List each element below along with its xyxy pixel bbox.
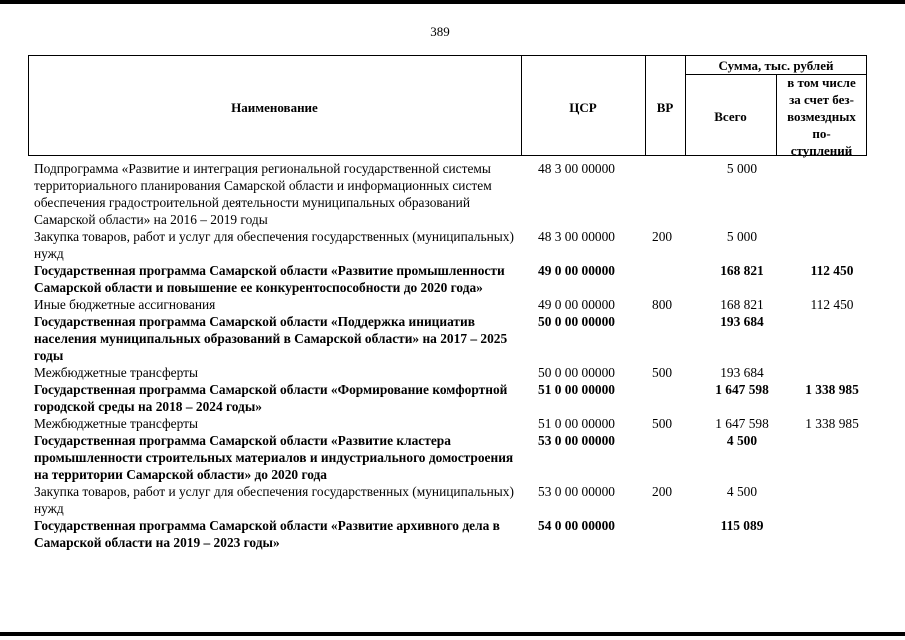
row-csr: 50 0 00 00000 bbox=[538, 314, 615, 329]
row-csr: 48 3 00 00000 bbox=[538, 229, 615, 244]
row-name: Государственная программа Самарской области «Поддержка инициатив населения муниципальных образований в Самарской области» на 2017 – 2025 годы bbox=[34, 314, 508, 363]
table-row bbox=[34, 483, 874, 517]
top-rule bbox=[0, 0, 905, 4]
row-total: 1 647 598 bbox=[715, 382, 769, 397]
row-name: Государственная программа Самарской области «Развитие кластера промышленности строительных материалов и индустриального домостроения на территории Самарской области» до 2020 года bbox=[34, 433, 514, 482]
row-name: Иные бюджетные ассигнования bbox=[34, 297, 216, 312]
row-csr: 54 0 00 00000 bbox=[538, 518, 615, 533]
header-sum-group: Сумма, тыс. рублей bbox=[718, 58, 834, 73]
row-total: 115 089 bbox=[720, 518, 764, 533]
row-name: Государственная программа Самарской области «Формирование комфортной городской среды на 2018 – 2024 годы» bbox=[34, 382, 508, 414]
row-name: Государственная программа Самарской области «Развитие архивного дела в Самарской области на 2019 – 2023 годы» bbox=[34, 518, 500, 550]
row-vr: 500 bbox=[652, 365, 673, 380]
row-csr: 51 0 00 00000 bbox=[538, 382, 615, 397]
row-free: 112 450 bbox=[810, 297, 854, 312]
row-csr: 49 0 00 00000 bbox=[538, 297, 615, 312]
bottom-rule bbox=[0, 632, 905, 636]
header-free-line: по- bbox=[812, 126, 831, 141]
row-total: 193 684 bbox=[720, 365, 764, 380]
page-number: 389 bbox=[430, 24, 450, 39]
row-free: 1 338 985 bbox=[805, 382, 859, 397]
row-csr: 48 3 00 00000 bbox=[538, 161, 615, 176]
table-row bbox=[34, 313, 874, 364]
table-row bbox=[34, 415, 874, 432]
row-total: 5 000 bbox=[726, 229, 758, 244]
table-row bbox=[34, 262, 874, 296]
row-total: 5 000 bbox=[726, 161, 758, 176]
table-row bbox=[34, 296, 874, 313]
row-free: 112 450 bbox=[810, 263, 854, 278]
row-name: Государственная программа Самарской области «Развитие промышленности Самарской области и повышение ее конкурентоспособности до 2020 года» bbox=[34, 263, 505, 295]
row-vr: 500 bbox=[652, 416, 673, 431]
row-total: 4 500 bbox=[726, 433, 758, 448]
row-total: 4 500 bbox=[726, 484, 758, 499]
row-name: Межбюджетные трансферты bbox=[34, 365, 198, 380]
table-row bbox=[34, 160, 874, 228]
row-csr: 51 0 00 00000 bbox=[538, 416, 615, 431]
header-name: Наименование bbox=[231, 100, 318, 115]
row-free: 1 338 985 bbox=[805, 416, 859, 431]
table-row bbox=[34, 381, 874, 415]
header-total: Всего bbox=[714, 109, 747, 124]
table-row bbox=[34, 228, 874, 262]
row-total: 1 647 598 bbox=[715, 416, 769, 431]
table-body bbox=[34, 160, 874, 551]
row-csr: 50 0 00 00000 bbox=[538, 365, 615, 380]
row-csr: 53 0 00 00000 bbox=[538, 433, 615, 448]
row-vr: 200 bbox=[652, 229, 673, 244]
header-free-receipts bbox=[776, 74, 867, 159]
row-vr: 800 bbox=[652, 297, 673, 312]
header-free-line: возмездных bbox=[787, 109, 856, 124]
row-csr: 53 0 00 00000 bbox=[538, 484, 615, 499]
row-total: 168 821 bbox=[720, 263, 764, 278]
header-vr: ВР bbox=[656, 100, 674, 115]
row-total: 193 684 bbox=[720, 314, 764, 329]
header-free-line: ступлений bbox=[790, 143, 853, 158]
row-name: Закупка товаров, работ и услуг для обеспечения государственных (муниципальных) нужд bbox=[34, 229, 514, 261]
row-name: Межбюджетные трансферты bbox=[34, 416, 198, 431]
row-total: 168 821 bbox=[720, 297, 764, 312]
row-name: Подпрограмма «Развитие и интеграция региональной государственной системы территориального планирования Самарской области и информационных систем обеспечения градостроительной деятельности муниципальных образований Самарской области» на 2016 – 2019 годы bbox=[34, 161, 492, 227]
row-vr: 200 bbox=[652, 484, 673, 499]
row-csr: 49 0 00 00000 bbox=[538, 263, 615, 278]
table-row bbox=[34, 432, 874, 483]
table-row bbox=[34, 517, 874, 551]
table-row bbox=[34, 364, 874, 381]
header-free-line: в том числе bbox=[787, 75, 856, 90]
header-csr: ЦСР bbox=[569, 100, 597, 115]
row-name: Закупка товаров, работ и услуг для обеспечения государственных (муниципальных) нужд bbox=[34, 484, 514, 516]
header-free-line: за счет без- bbox=[789, 92, 854, 107]
